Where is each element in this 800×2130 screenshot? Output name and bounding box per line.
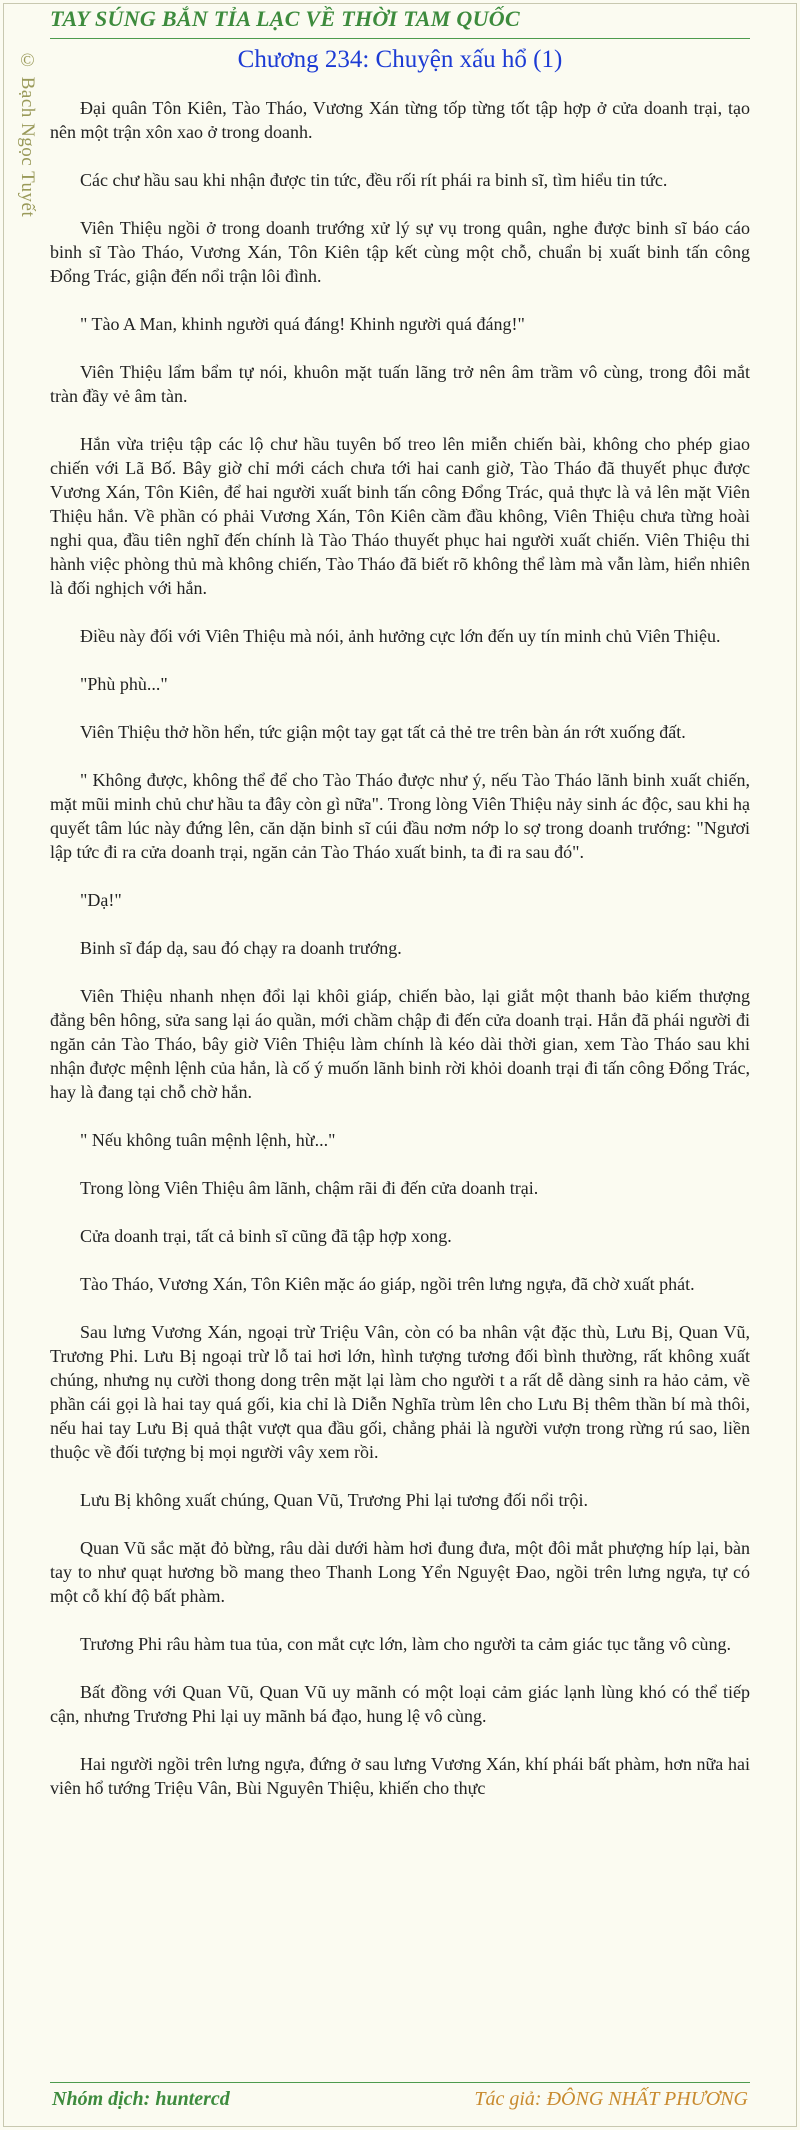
paragraph: Viên Thiệu ngồi ở trong doanh trướng xử lý sự vụ trong quân, nghe được binh sĩ báo cáo binh sĩ Tào Tháo, Vương Xán, Tôn Kiên tập kết cùng một chỗ, chuẩn bị xuất binh tấn công Đổng Trác, giận đến nổi trận lôi đình. xyxy=(50,218,750,286)
paragraph: Điều này đối với Viên Thiệu mà nói, ảnh hưởng cực lớn đến uy tín minh chủ Viên Thiệu. xyxy=(80,626,721,646)
series-title: TAY SÚNG BẮN TỈA LẠC VỀ THỜI TAM QUỐC xyxy=(50,6,520,31)
paragraph: Đại quân Tôn Kiên, Tào Tháo, Vương Xán từng tốp từng tốt tập hợp ở cửa doanh trại, tạo nên một trận xôn xao ở trong doanh. xyxy=(50,98,750,142)
paragraph: Viên Thiệu lẩm bẩm tự nói, khuôn mặt tuấn lãng trở nên âm trầm vô cùng, trong đôi mắt tràn đầy vẻ âm tàn. xyxy=(50,362,750,406)
paragraph: Các chư hầu sau khi nhận được tin tức, đều rối rít phái ra binh sĩ, tìm hiểu tin tức. xyxy=(80,170,668,190)
paragraph: Quan Vũ sắc mặt đỏ bừng, râu dài dưới hàm hơi đung đưa, một đôi mắt phượng híp lại, bàn tay to như quạt hương bồ mang theo Thanh Long Yển Nguyệt Đao, ngồi trên lưng ngựa, tự có một cỗ khí độ bất phàm. xyxy=(50,1538,750,1606)
paragraph: Cửa doanh trại, tất cả binh sĩ cũng đã tập hợp xong. xyxy=(80,1226,452,1246)
paragraph: "Phù phù..." xyxy=(80,674,168,694)
chapter-body xyxy=(50,96,750,1824)
paragraph: Viên Thiệu nhanh nhẹn đổi lại khôi giáp, chiến bào, lại giắt một thanh bảo kiếm thượng đẳng bên hông, sửa sang lại áo quần, mới chầm chập đi đến cửa doanh trại. Hắn đã phái người đi ngăn cản Tào Tháo, bây giờ Viên Thiệu làm chính là kéo dài thời gian, xem Tào Tháo sau khi nhận được mệnh lệnh của hắn, là cố ý muốn lãnh binh rời khỏi doanh trại đi tấn công Đổng Trác, hay là đang tại chỗ chờ hắn. xyxy=(50,986,750,1102)
paragraph: " Không được, không thể để cho Tào Tháo được như ý, nếu Tào Tháo lãnh binh xuất chiến, mặt mũi minh chủ chư hầu ta đây còn gì nữa". Trong lòng Viên Thiệu nảy sinh ác độc, sau khi hạ quyết tâm lúc này đứng lên, căn dặn binh sĩ cúi đầu nơm nớp lo sợ trong doanh trướng: "Ngươi lập tức đi ra cửa doanh trại, ngăn cản Tào Tháo xuất binh, ta đi ra sau đó". xyxy=(50,770,750,862)
translator-credit: Nhóm dịch: huntercd xyxy=(52,2088,230,2110)
paragraph: Hai người ngồi trên lưng ngựa, đứng ở sau lưng Vương Xán, khí phái bất phàm, hơn nữa hai viên hổ tướng Triệu Vân, Bùi Nguyên Thiệu, khiến cho thực xyxy=(50,1754,750,1798)
header-divider xyxy=(50,38,750,39)
paragraph: Tào Tháo, Vương Xán, Tôn Kiên mặc áo giáp, ngồi trên lưng ngựa, đã chờ xuất phát. xyxy=(80,1274,695,1294)
paragraph: Lưu Bị không xuất chúng, Quan Vũ, Trương Phi lại tương đối nổi trội. xyxy=(80,1490,588,1510)
paragraph: Binh sĩ đáp dạ, sau đó chạy ra doanh trướng. xyxy=(80,938,402,958)
paragraph: Sau lưng Vương Xán, ngoại trừ Triệu Vân, còn có ba nhân vật đặc thù, Lưu Bị, Quan Vũ, Trương Phi. Lưu Bị ngoại trừ lỗ tai hơi lớn, hình tượng tương đối bình thường, rất không xuất chúng, nhưng nụ cười thong dong trên mặt lại làm cho người t a rất dễ dàng sinh ra hảo cảm, về phần cái gọi là hai tay quá gối, kia chỉ là Diễn Nghĩa trùm lên cho Lưu Bị thêm thần bí mà thôi, nếu hai tay Lưu Bị quả thật vượt qua đầu gối, chẳng phải là người vượn trong rừng rú sao, liền thuộc về đối tượng bị mọi người vây xem rồi. xyxy=(50,1322,750,1462)
footer-divider xyxy=(50,2082,750,2083)
paragraph: Viên Thiệu thở hồn hển, tức giận một tay gạt tất cả thẻ tre trên bàn án rớt xuống đất. xyxy=(80,722,686,742)
chapter-title: Chương 234: Chuyện xấu hổ (1) xyxy=(237,46,563,73)
paragraph: Trương Phi râu hàm tua tủa, con mắt cực lớn, làm cho người ta cảm giác tục tằng vô cùng. xyxy=(80,1634,732,1654)
paragraph: " Tào A Man, khinh người quá đáng! Khinh người quá đáng!" xyxy=(80,314,525,334)
paragraph: Bất đồng với Quan Vũ, Quan Vũ uy mãnh có một loại cảm giác lạnh lùng khó có thể tiếp cận, nhưng Trương Phi lại uy mãnh bá đạo, hung lệ vô cùng. xyxy=(50,1682,750,1726)
author-credit: Tác giả: ĐÔNG NHẤT PHƯƠNG xyxy=(474,2088,748,2110)
paragraph: Hắn vừa triệu tập các lộ chư hầu tuyên bố treo lên miễn chiến bài, không cho phép giao chiến với Lã Bố. Bây giờ chỉ mới cách chưa tới hai canh giờ, Tào Tháo đã thuyết phục được Vương Xán, Tôn Kiên, để hai người xuất binh tấn công Đổng Trác, quả thực là vả lên mặt Viên Thiệu hắn. Về phần có phải Vương Xán, Tôn Kiên cầm đầu không, Viên Thiệu chưa từng hoài nghi qua, đầu tiên nghĩ đến chính là Tào Tháo thuyết phục hai người xuất chiến. Viên Thiệu thi hành việc phòng thủ mà không chiến, Tào Tháo đã biết rõ không thể làm mà vẫn làm, hiển nhiên là đối nghịch với hắn. xyxy=(50,434,750,598)
paragraph: Trong lòng Viên Thiệu âm lãnh, chậm rãi đi đến cửa doanh trại. xyxy=(80,1178,539,1198)
paragraph: "Dạ!" xyxy=(80,890,122,910)
paragraph: " Nếu không tuân mệnh lệnh, hừ..." xyxy=(80,1130,336,1150)
copyright-sidebar: © Bạch Ngọc Tuyết xyxy=(17,50,38,218)
